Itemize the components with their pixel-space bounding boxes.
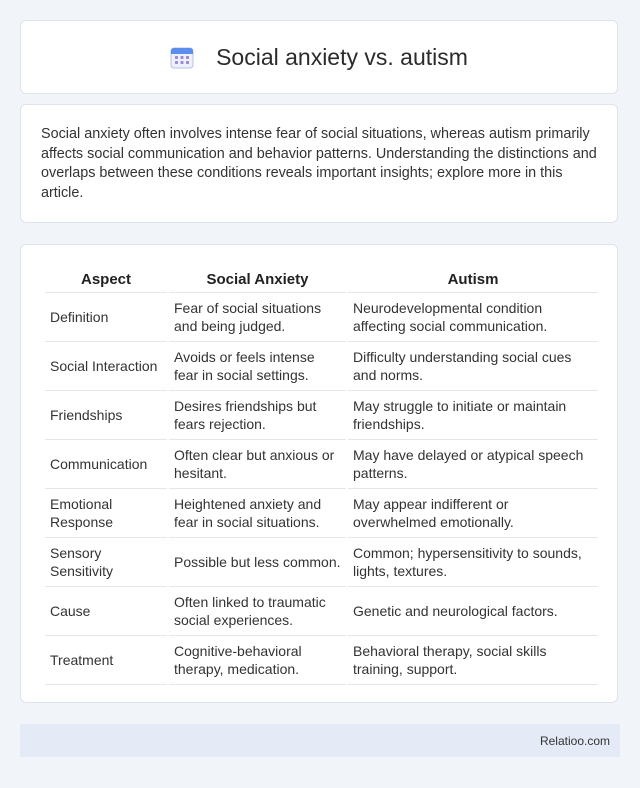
calendar-icon — [170, 45, 194, 69]
aspect-cell: Friendships — [45, 391, 167, 440]
aspect-cell: Treatment — [45, 636, 167, 685]
header-autism: Autism — [348, 263, 598, 293]
aspect-cell: Communication — [45, 440, 167, 489]
table-row — [45, 440, 598, 489]
aspect-cell: Emotional Response — [45, 489, 167, 538]
table-row — [45, 391, 598, 440]
social-anxiety-cell: Possible but less common. — [169, 538, 346, 587]
aspect-cell: Sensory Sensitivity — [45, 538, 167, 587]
header-social-anxiety: Social Anxiety — [169, 263, 346, 293]
table-header-row — [45, 263, 598, 293]
social-anxiety-cell: Fear of social situations and being judged. — [169, 293, 346, 342]
social-anxiety-cell: Cognitive-behavioral therapy, medication. — [169, 636, 346, 685]
social-anxiety-cell: Desires friendships but fears rejection. — [169, 391, 346, 440]
aspect-cell: Social Interaction — [45, 342, 167, 391]
table-row — [45, 538, 598, 587]
social-anxiety-cell: Often clear but anxious or hesitant. — [169, 440, 346, 489]
aspect-cell: Definition — [45, 293, 167, 342]
footer — [20, 724, 620, 757]
table-row — [45, 489, 598, 538]
aspect-cell: Cause — [45, 587, 167, 636]
intro-text: Social anxiety often involves intense fear of social situations, whereas autism primarily affects social communication and behavior patterns. Understanding the distinctions and overlaps between these conditions reveals important insights; explore more in this article. — [41, 126, 597, 201]
comparison-table — [43, 263, 600, 685]
autism-cell: May appear indifferent or overwhelmed emotionally. — [348, 489, 598, 538]
autism-cell: Neurodevelopmental condition affecting social communication. — [348, 293, 598, 342]
table-row — [45, 293, 598, 342]
autism-cell: Behavioral therapy, social skills training, support. — [348, 636, 598, 685]
social-anxiety-cell: Avoids or feels intense fear in social settings. — [169, 342, 346, 391]
autism-cell: Common; hypersensitivity to sounds, lights, textures. — [348, 538, 598, 587]
social-anxiety-cell: Heightened anxiety and fear in social situations. — [169, 489, 346, 538]
autism-cell: May have delayed or atypical speech patterns. — [348, 440, 598, 489]
table-row — [45, 342, 598, 391]
autism-cell: May struggle to initiate or maintain friendships. — [348, 391, 598, 440]
page-title: Social anxiety vs. autism — [216, 43, 468, 70]
social-anxiety-cell: Often linked to traumatic social experiences. — [169, 587, 346, 636]
footer-brand[interactable]: Relatioo.com — [539, 733, 610, 748]
table-row — [45, 636, 598, 685]
autism-cell: Genetic and neurological factors. — [348, 587, 598, 636]
comparison-card — [20, 244, 618, 703]
title-card — [20, 20, 618, 94]
autism-cell: Difficulty understanding social cues and norms. — [348, 342, 598, 391]
intro-card — [20, 104, 618, 223]
table-row — [45, 587, 598, 636]
header-aspect: Aspect — [45, 263, 167, 293]
